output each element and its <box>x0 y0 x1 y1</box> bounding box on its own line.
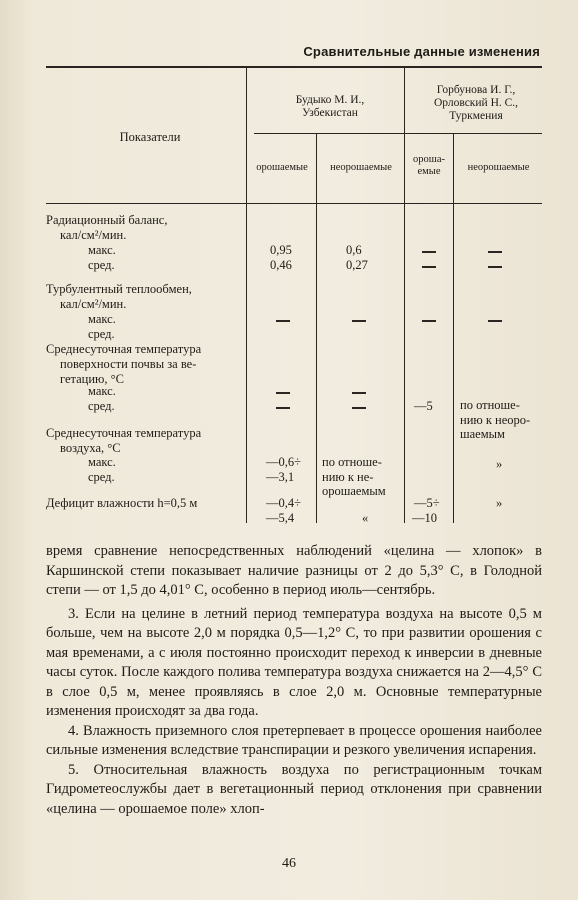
row-label-radiation: Радиационный баланс, <box>46 213 168 227</box>
paragraph-2: 3. Если на целине в летний период температура воздуха на высоте 0,5 м больше, чем на высоте 2,0 м порядка 0,5—1,2° С, то при развитии орошения с мая временами, а с июля постоянно происходит переход к инверсии в дневные часы суток. После каждого полива температура воздуха снижается на 2—4,5° С в слое 0,5 м, менее проявляясь в слое 2,0 м. Основные температурные изменения происходят за два года. <box>46 605 542 719</box>
dash <box>422 320 436 322</box>
dash <box>422 251 436 253</box>
paragraph-4: 5. Относительная влажность воздуха по регистрационным точкам Гидрометеослужбы дает в вегетационный период отклонения при сравнении «целина — орошаемое поле» хлоп- <box>46 761 542 817</box>
column-header-gorbunova: Горбунова И. Г., Орловский Н. С., Туркмения <box>433 84 519 122</box>
row-label-soil-1: Среднесуточная температура <box>46 342 202 356</box>
column-header-budyko: Будыко М. И., Узбекистан <box>295 94 365 119</box>
note-air-relative-nonirrigated: по отноше- нию к не- орошаемым <box>322 455 386 498</box>
row-sublabel-max: макс. <box>88 455 116 469</box>
dash <box>488 266 502 268</box>
row-sublabel-avg: сред. <box>88 258 115 272</box>
row-label-air-2: воздуха, °С <box>60 441 121 455</box>
dash <box>276 407 290 409</box>
subheader-nonirrigated-2: неорошаемые <box>467 162 530 173</box>
running-header: Сравнительные данные изменения <box>303 44 540 59</box>
subheader-irrigated-1: орошаемые <box>256 162 308 173</box>
row-sublabel-avg: сред. <box>88 399 115 413</box>
value-deficit-irrigated-1: —0,4÷ <box>266 496 301 510</box>
value-radiation-max-irrigated: 0,95 <box>270 243 292 257</box>
subheader-rule-group1 <box>254 133 404 134</box>
note-relative-nonirrigated: по отноше- нию к неоро- шаемым <box>460 398 531 441</box>
row-sublabel-max: макс. <box>88 312 116 326</box>
dash <box>352 392 366 394</box>
subheader-rule-group2 <box>404 133 542 134</box>
paragraph-1: время сравнение непосредственных наблюдений «целина — хлопок» в Каршинской степи показывает наличие разницы от 2 до 5,3° С, в Голодной степи — от 1,5 до 4,01° С, особенно в период июль—сентябрь. <box>46 543 542 598</box>
dash <box>488 320 502 322</box>
value-deficit-gorbunova-2: —10 <box>412 511 437 525</box>
value-radiation-avg-nonirrigated: 0,27 <box>346 258 368 272</box>
subheader-nonirrigated-1: неорошаемые <box>330 162 392 173</box>
row-unit-radiation: кал/см²/мин. <box>60 228 127 242</box>
ditto-mark: » <box>496 457 503 471</box>
row-sublabel-avg: сред. <box>88 327 115 341</box>
column-divider-3 <box>404 67 405 523</box>
value-soil-avg-gorbunova: —5 <box>414 399 433 413</box>
row-label-turbulent: Турбулентный теплообмен, <box>46 282 192 296</box>
dash <box>352 320 366 322</box>
row-sublabel-max: макс. <box>88 384 116 398</box>
value-air-max-irrigated: —0,6÷ <box>266 455 301 469</box>
row-sublabel-max: макс. <box>88 243 116 257</box>
value-radiation-max-nonirrigated: 0,6 <box>346 243 362 257</box>
value-deficit-irrigated-2: —5,4 <box>266 511 295 525</box>
ditto-mark: » <box>496 496 503 510</box>
subheader-irrigated-2: ороша- емые <box>413 154 445 177</box>
column-header-indicators: Показатели <box>119 130 181 144</box>
value-deficit-gorbunova-1: —5÷ <box>414 496 440 510</box>
dash <box>488 251 502 253</box>
ditto-mark: « <box>362 511 369 525</box>
row-label-soil-3: гетацию, °С <box>60 372 124 386</box>
table-top-rule <box>46 66 542 68</box>
table-header-rule <box>46 203 542 204</box>
row-sublabel-avg: сред. <box>88 470 115 484</box>
page-number: 46 <box>282 856 296 871</box>
value-radiation-avg-irrigated: 0,46 <box>270 258 292 272</box>
value-air-avg-irrigated: —3,1 <box>266 470 295 484</box>
row-label-soil-2: поверхности почвы за ве- <box>60 357 197 371</box>
paragraph-3: 4. Влажность приземного слоя претерпевает в процессе орошения наиболее сильные изменения вследствие транспирации и резкого увеличения испарения. <box>46 722 542 758</box>
dash <box>352 407 366 409</box>
column-divider-1 <box>246 67 247 523</box>
row-label-deficit: Дефицит влажности h=0,5 м <box>46 496 198 510</box>
row-unit-turbulent: кал/см²/мин. <box>60 297 127 311</box>
column-divider-2 <box>316 134 317 523</box>
row-label-air-1: Среднесуточная температура <box>46 426 202 440</box>
dash <box>276 392 290 394</box>
column-divider-4 <box>453 134 454 523</box>
dash <box>276 320 290 322</box>
dash <box>422 266 436 268</box>
body-text <box>46 542 542 819</box>
